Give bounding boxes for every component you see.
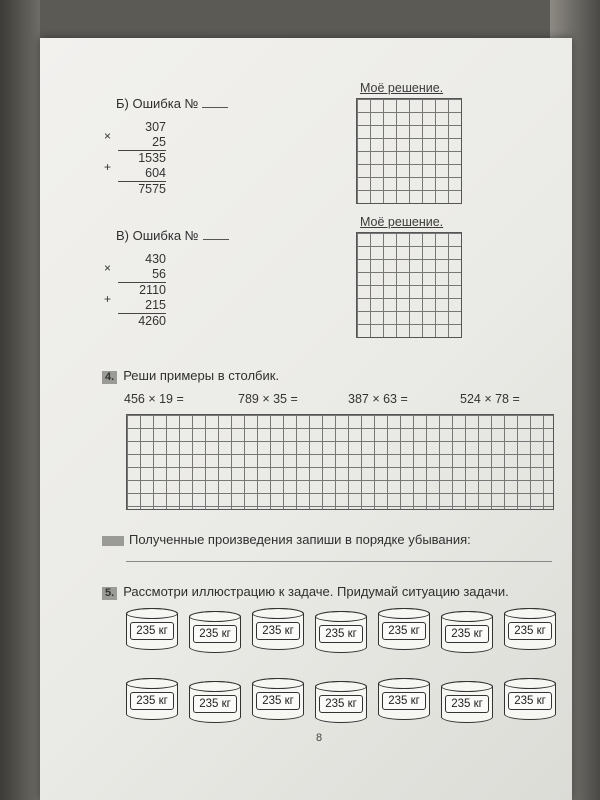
task4-heading [102,368,279,384]
barrel [189,681,241,723]
calc-v-p2-val: 215 [145,298,166,312]
barrel [378,608,430,650]
plus-sign: + [104,292,112,306]
solution-grid-b[interactable] [356,98,462,204]
mul-sign: × [104,129,112,143]
my-solution-b: Моё решение. [360,81,444,95]
barrel-label: 235 кг [382,622,426,640]
example-4: 524 × 78 = [460,392,520,406]
task4-number: 4. [102,371,117,384]
error-v-text: В) Ошибка № [116,228,199,243]
calc-b-result: 7575 [118,181,166,197]
calc-v [104,252,166,329]
barrel-label: 235 кг [130,692,174,710]
plus-sign: + [104,160,112,174]
error-b-text: Б) Ошибка № [116,96,199,111]
solution-grid-v[interactable] [356,232,462,338]
barrel [441,681,493,723]
barrel [126,678,178,720]
barrel-label: 235 кг [193,625,237,643]
subtask-line [102,532,471,547]
work-grid[interactable] [126,414,554,510]
calc-b-b [104,129,166,150]
my-solution-v: Моё решение. [360,215,444,229]
barrel [252,678,304,720]
barrel-label: 235 кг [256,622,300,640]
calc-v-b [104,261,166,282]
barrel-label: 235 кг [319,695,363,713]
barrel-label: 235 кг [130,622,174,640]
barrel [315,681,367,723]
barrel-label: 235 кг [445,695,489,713]
barrel-label: 235 кг [382,692,426,710]
barrel-label: 235 кг [445,625,489,643]
example-2: 789 × 35 = [238,392,298,406]
barrel [189,611,241,653]
calc-b-a: 307 [145,120,166,134]
barrel [126,608,178,650]
barrel [504,678,556,720]
subtask-text: Полученные произведения запиши в порядке убывания: [129,532,471,547]
calc-v-a: 430 [145,252,166,266]
task5-heading [102,584,509,600]
barrel [504,608,556,650]
barrel-label: 235 кг [256,692,300,710]
page-number: 8 [316,732,323,744]
desk-left [0,0,40,800]
error-b-blank[interactable] [202,96,228,108]
example-1: 456 × 19 = [124,392,184,406]
error-v-blank[interactable] [203,228,229,240]
calc-b-b-val: 25 [152,135,166,149]
task5-title: Рассмотри иллюстрацию к задаче. Придумай ситуацию задачи. [123,584,509,599]
calc-v-result: 4260 [118,313,166,329]
barrel-label: 235 кг [193,695,237,713]
calc-v-b-val: 56 [152,267,166,281]
calc-b [104,120,166,197]
error-b-label [116,96,228,111]
barrel [315,611,367,653]
calc-v-p1: 2110 [118,282,166,298]
barrel-label: 235 кг [508,622,552,640]
answer-line[interactable] [126,560,552,562]
calc-b-p2-val: 604 [145,166,166,180]
calc-v-p2 [104,292,166,313]
task5-number: 5. [102,587,117,600]
barrel [378,678,430,720]
example-3: 387 × 63 = [348,392,408,406]
barrel-label: 235 кг [319,625,363,643]
workbook-page [40,38,572,800]
barrel [252,608,304,650]
calc-b-p2 [104,160,166,181]
barrel [441,611,493,653]
subtask-marker [102,536,124,546]
task4-title: Реши примеры в столбик. [123,368,280,383]
error-v-label [116,228,229,243]
mul-sign: × [104,261,112,275]
barrel-label: 235 кг [508,692,552,710]
calc-b-p1: 1535 [118,150,166,166]
